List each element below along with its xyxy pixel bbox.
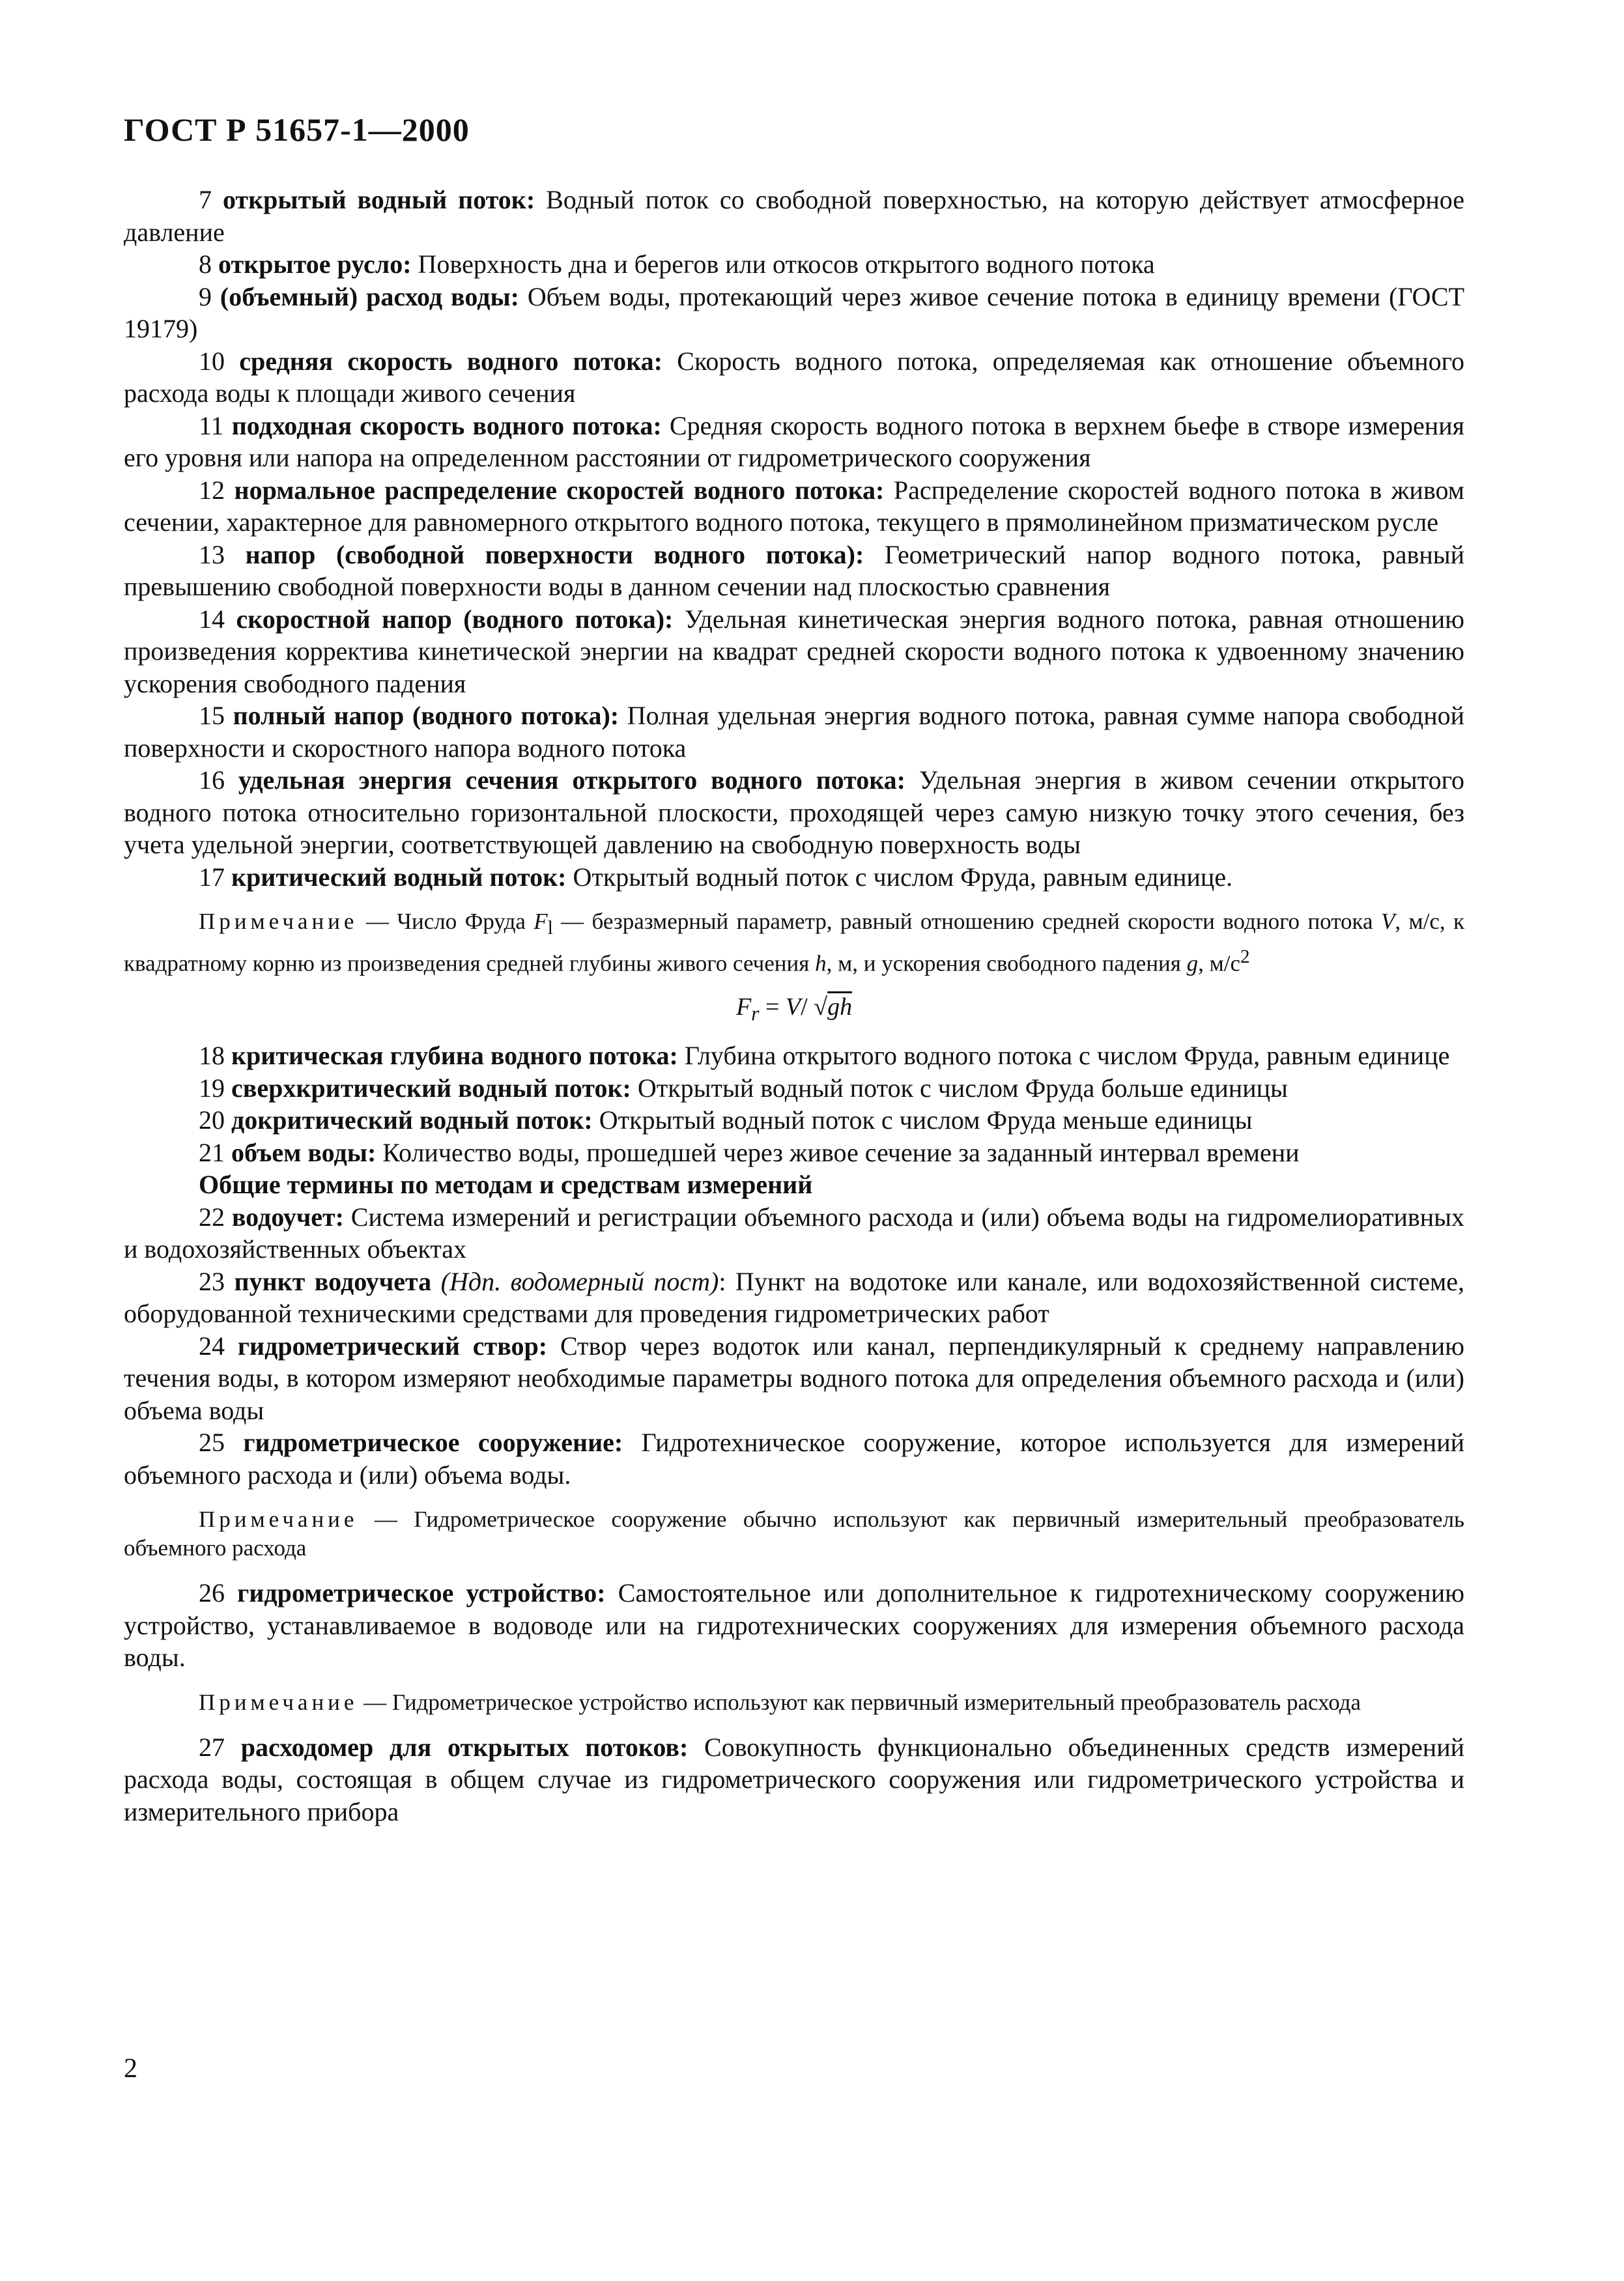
term-entry-23: 23 пункт водоучета (Ндп. водомерный пост): Пункт на водотоке или канале, или водохозяйственной системе, оборудованной техническими средствами для проведения гидрометрических работ bbox=[124, 1266, 1465, 1329]
term-entry-18: 18 критическая глубина водного потока: Глубина открытого водного потока с числом Фруда, равным единице bbox=[199, 1041, 1450, 1071]
term-definition: Совокупность функционально объединенных средств измерений расхода воды, состоящая в общем случае из гидрометрического сооружения или гидрометрического устройства и измерительного прибора bbox=[124, 1732, 1465, 1826]
term-definition: Водный поток со свободной поверхностью, на которую действует атмосферное давление bbox=[124, 185, 1465, 247]
term-definition: Распределение скоростей водного потока в живом сечении, характерное для равномерного открытого водного потока, текущего в прямолинейном призматическом русле bbox=[124, 475, 1464, 537]
page-number: 2 bbox=[124, 2054, 137, 2084]
term-entry-19: 19 сверхкритический водный поток: Открытый водный поток с числом Фруда больше единицы bbox=[199, 1073, 1288, 1103]
term-name: открытый водный поток: bbox=[222, 185, 535, 214]
term-entry-7: 7 открытый водный поток: Водный поток со свободной поверхностью, на которую действует атмосферное давление bbox=[124, 185, 1465, 247]
term-definition: Количество воды, прошедшей через живое сечение за заданный интервал времени bbox=[382, 1137, 1300, 1167]
term-entry-9: 9 (объемный) расход воды: Объем воды, протекающий через живое сечение потока в единицу времени (ГОСТ 19179) bbox=[124, 281, 1465, 343]
term-definition: Система измерений и регистрации объемного расхода и (или) объема воды на гидромелиоративных и водохозяйственных объектах bbox=[124, 1202, 1465, 1264]
term-name: расходомер для открытых потоков: bbox=[240, 1732, 689, 1762]
term-entry-10: 10 средняя скорость водного потока: Скорость водного потока, определяемая как отношение объемного расхода воды к площади живого сечения bbox=[124, 346, 1465, 408]
term-name: полный напор (водного потока): bbox=[233, 701, 620, 730]
term-entry-24: 24 гидрометрический створ: Створ через водоток или канал, перпендикулярный к среднему направлению течения воды, в котором измеряют необходимые параметры водного потока для определения объемного расхода и (или) объема воды bbox=[124, 1331, 1465, 1425]
term-name: удельная энергия сечения открытого водного потока: bbox=[238, 765, 905, 795]
term-definition: Удельная кинетическая энергия водного потока, равная отношению произведения корректива кинетической энергии на квадрат средней скорости водного потока к удвоенному значению ускорения свободного падения bbox=[124, 604, 1465, 698]
term-definition: Самостоятельное или дополнительное к гидротехническому сооружению устройство, устанавливаемое в водоводе или на гидротехнических сооружениях для измерения объемного расхода воды. bbox=[124, 1578, 1464, 1673]
froude-formula: $F_r = V/$ √gh bbox=[735, 993, 853, 1025]
standard-header: ГОСТ Р 51657-1—2000 bbox=[124, 111, 470, 148]
term-deprecated-synonym: (Ндп. водомерный пост) bbox=[440, 1266, 719, 1296]
term-name: докритический водный поток: bbox=[231, 1105, 593, 1135]
term-entry-8: 8 открытое русло: Поверхность дна и берегов или откосов открытого водного потока bbox=[199, 249, 1155, 279]
term-name: напор (свободной поверхности водного потока): bbox=[245, 539, 864, 569]
term-entry-13: 13 напор (свободной поверхности водного потока): Геометрический напор водного потока, равный превышению свободной поверхности воды в данном сечении над плоскостью сравнения bbox=[124, 539, 1465, 601]
term-entry-17: 17 критический водный поток: Открытый водный поток с числом Фруда, равным единице. bbox=[199, 862, 1233, 892]
term-definition: Объем воды, протекающий через живое сечение потока в единицу времени (ГОСТ 19179) bbox=[124, 281, 1465, 343]
term-name: гидрометрическое сооружение: bbox=[243, 1428, 623, 1458]
term-entry-11: 11 подходная скорость водного потока: Средняя скорость водного потока в верхнем бьефе в створе измерения его уровня или напора на определенном расстоянии от гидрометрического сооружения bbox=[124, 410, 1465, 472]
term-name: открытое русло: bbox=[218, 249, 412, 279]
term-name: критический водный поток: bbox=[231, 862, 567, 892]
term-entry-27: 27 расходомер для открытых потоков: Совокупность функционально объединенных средств измерений расхода воды, состоящая в общем случае из гидрометрического сооружения или гидрометрического устройства и измерительного прибора bbox=[124, 1732, 1465, 1826]
term-name: водоучет: bbox=[231, 1202, 344, 1232]
term-entry-16: 16 удельная энергия сечения открытого водного потока: Удельная энергия в живом сечении открытого водного потока относительно горизонтальной плоскости, проходящей через самую низкую точку этого сечения, без учета удельной энергии, соответствующей давлению на свободную поверхность воды bbox=[124, 765, 1464, 859]
document-body bbox=[124, 184, 1464, 1828]
term-entry-22: 22 водоучет: Система измерений и регистрации объемного расхода и (или) объема воды на гидромелиоративных и водохозяйственных объектах bbox=[124, 1202, 1465, 1264]
term-entry-21: 21 объем воды: Количество воды, прошедшей через живое сечение за заданный интервал времени bbox=[199, 1137, 1300, 1167]
term-name: гидрометрический створ: bbox=[237, 1331, 548, 1361]
term-definition: Средняя скорость водного потока в верхнем бьефе в створе измерения его уровня или напора на определенном расстоянии от гидрометрического сооружения bbox=[124, 410, 1465, 472]
term-name: подходная скорость водного потока: bbox=[231, 410, 662, 440]
note-hydrometric-structure: Примечание — Гидрометрическое сооружение обычно используют как первичный измерительный преобразователь объемного расхода bbox=[124, 1507, 1464, 1561]
term-definition: Открытый водный поток с числом Фруда меньше единицы bbox=[599, 1105, 1253, 1135]
term-name: критическая глубина водного потока: bbox=[231, 1041, 678, 1071]
term-entry-26: 26 гидрометрическое устройство: Самостоятельное или дополнительное к гидротехническому сооружению устройство, устанавливаемое в водоводе или на гидротехнических сооружениях для измерения объемного расхода воды. bbox=[124, 1578, 1464, 1673]
term-name: пункт водоучета bbox=[234, 1266, 432, 1296]
term-entry-25: 25 гидрометрическое сооружение: Гидротехническое сооружение, которое используется для измерений объемного расхода и (или) объема воды. bbox=[124, 1428, 1465, 1490]
term-definition: Открытый водный поток с числом Фруда больше единицы bbox=[637, 1073, 1288, 1103]
term-definition: Открытый водный поток с числом Фруда, равным единице. bbox=[573, 862, 1233, 892]
term-name: гидрометрическое устройство: bbox=[237, 1578, 606, 1608]
note-label: Примечание bbox=[199, 909, 358, 934]
term-name: нормальное распределение скоростей водного потока: bbox=[234, 475, 885, 505]
note-froude: Примечание — Число Фруда $F_l$ — безразмерный параметр, равный отношению средней скорости водного потока V, м/с, к квадратному корню из произведения средней глубины живого сечения h, м, и ускорения свободного падения g, $м/с^2$ bbox=[124, 909, 1465, 976]
term-definition: Геометрический напор водного потока, равный превышению свободной поверхности воды в данном сечении над плоскостью сравнения bbox=[124, 539, 1465, 601]
term-entry-12: 12 нормальное распределение скоростей водного потока: Распределение скоростей водного потока в живом сечении, характерное для равномерного открытого водного потока, текущего в прямолинейном призматическом русле bbox=[124, 475, 1464, 537]
term-definition: Удельная энергия в живом сечении открытого водного потока относительно горизонтальной плоскости, проходящей через самую низкую точку этого сечения, без учета удельной энергии, соответствующей давлению на свободную поверхность воды bbox=[124, 765, 1464, 859]
term-definition: Глубина открытого водного потока с числом Фруда, равным единице bbox=[684, 1041, 1450, 1071]
note-label: Примечание bbox=[199, 1689, 358, 1715]
term-definition: Поверхность дна и берегов или откосов открытого водного потока bbox=[418, 249, 1155, 279]
term-definition: Полная удельная энергия водного потока, равная сумме напора свободной поверхности и скоростного напора водного потока bbox=[124, 701, 1465, 763]
term-entry-15: 15 полный напор (водного потока): Полная удельная энергия водного потока, равная сумме напора свободной поверхности и скоростного напора водного потока bbox=[124, 701, 1465, 763]
term-name: объем воды: bbox=[231, 1137, 377, 1167]
section-title: Общие термины по методам и средствам измерений bbox=[199, 1170, 813, 1200]
term-definition: Гидротехническое сооружение, которое используется для измерений объемного расхода и (или) объема воды. bbox=[124, 1428, 1465, 1490]
term-name: средняя скорость водного потока: bbox=[239, 346, 663, 376]
term-name: (объемный) расход воды: bbox=[220, 281, 519, 311]
term-name: сверхкритический водный поток: bbox=[231, 1073, 631, 1103]
term-definition: : Пункт на водотоке или канале, или водохозяйственной системе, оборудованной техническими средствами для проведения гидрометрических работ bbox=[124, 1266, 1465, 1329]
note-label: Примечание bbox=[199, 1507, 358, 1533]
term-definition: Скорость водного потока, определяемая как отношение объемного расхода воды к площади живого сечения bbox=[124, 346, 1465, 408]
term-definition: Створ через водоток или канал, перпендикулярный к среднему направлению течения воды, в котором измеряют необходимые параметры водного потока для определения объемного расхода и (или) объема воды bbox=[124, 1331, 1465, 1425]
note-hydrometric-device: Примечание — Гидрометрическое устройство используют как первичный измерительный преобразователь расхода bbox=[199, 1689, 1361, 1715]
term-entry-20: 20 докритический водный поток: Открытый водный поток с числом Фруда меньше единицы bbox=[199, 1105, 1253, 1135]
term-entry-14: 14 скоростной напор (водного потока): Удельная кинетическая энергия водного потока, равная отношению произведения корректива кинетической энергии на квадрат средней скорости водного потока к удвоенному значению ускорения свободного падения bbox=[124, 604, 1465, 698]
term-name: скоростной напор (водного потока): bbox=[236, 604, 674, 634]
